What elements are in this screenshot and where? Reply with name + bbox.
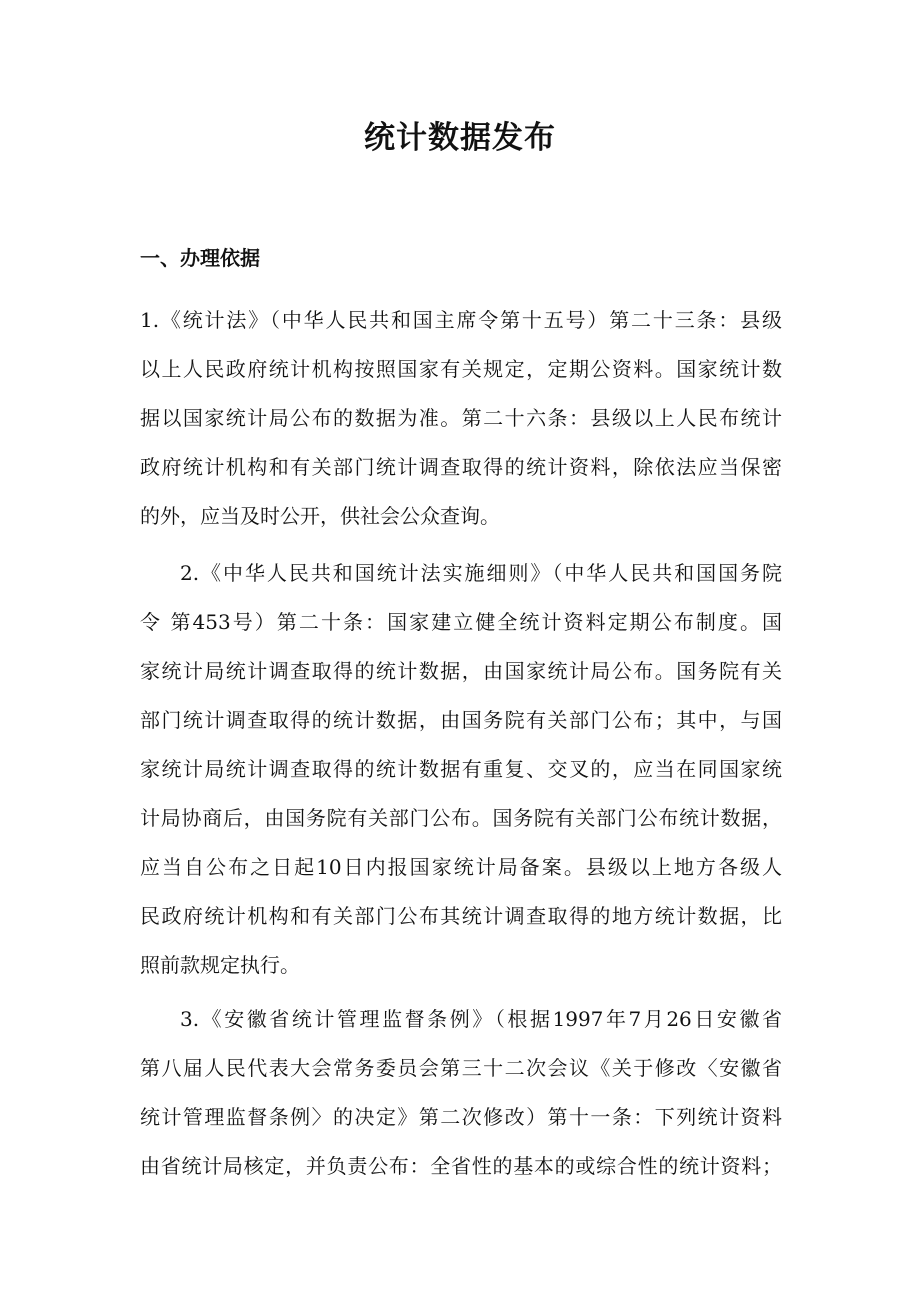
paragraph-line: 计局协商后，由国务院有关部门公布。国务院有关部门公布统计数据， xyxy=(140,806,782,830)
paragraph-line: 由省统计局核定，并负责公布：全省性的基本的或综合性的统计资料； xyxy=(140,1154,782,1178)
paragraph-line: 第八届人民代表大会常务委员会第三十二次会议《关于修改〈安徽省 xyxy=(140,1056,782,1080)
paragraph-line: 照前款规定执行。 xyxy=(140,953,300,977)
paragraph-line: 令 第453号）第二十条：国家建立健全统计资料定期公布制度。国 xyxy=(140,610,782,634)
paragraph-line: 2.《中华人民共和国统计法实施细则》（中华人民共和国国务院 xyxy=(180,561,782,585)
paragraph-1 xyxy=(140,296,782,541)
paragraph-3 xyxy=(140,995,782,1191)
paragraph-line: 部门统计调查取得的统计数据，由国务院有关部门公布；其中，与国 xyxy=(140,708,782,732)
paragraph-2 xyxy=(140,549,782,990)
paragraph-line: 1.《统计法》（中华人民共和国主席令第十五号）第二十三条：县级 xyxy=(140,308,782,332)
section-heading: 一、办理依据 xyxy=(140,246,260,270)
document-title: 统计数据发布 xyxy=(364,120,556,156)
paragraph-line: 统计管理监督条例〉的决定》第二次修改）第十一条：下列统计资料 xyxy=(140,1105,782,1129)
paragraph-line: 政府统计机构和有关部门统计调查取得的统计资料，除依法应当保密 xyxy=(140,455,782,479)
paragraph-line: 3.《安徽省统计管理监督条例》（根据1997年7月26日安徽省 xyxy=(180,1007,782,1031)
paragraph-line: 家统计局统计调查取得的统计数据有重复、交叉的，应当在同国家统 xyxy=(140,757,782,781)
paragraph-line: 家统计局统计调查取得的统计数据，由国家统计局公布。国务院有关 xyxy=(140,659,782,683)
paragraph-line: 以上人民政府统计机构按照国家有关规定，定期公资料。国家统计数 xyxy=(140,357,782,381)
paragraph-line: 据以国家统计局公布的数据为准。第二十六条：县级以上人民布统计 xyxy=(140,406,782,430)
paragraph-line: 的外，应当及时公开，供社会公众查询。 xyxy=(140,504,500,528)
paragraph-line: 民政府统计机构和有关部门公布其统计调查取得的地方统计数据，比 xyxy=(140,904,782,928)
paragraph-line: 应当自公布之日起10日内报国家统计局备案。县级以上地方各级人 xyxy=(140,855,782,879)
